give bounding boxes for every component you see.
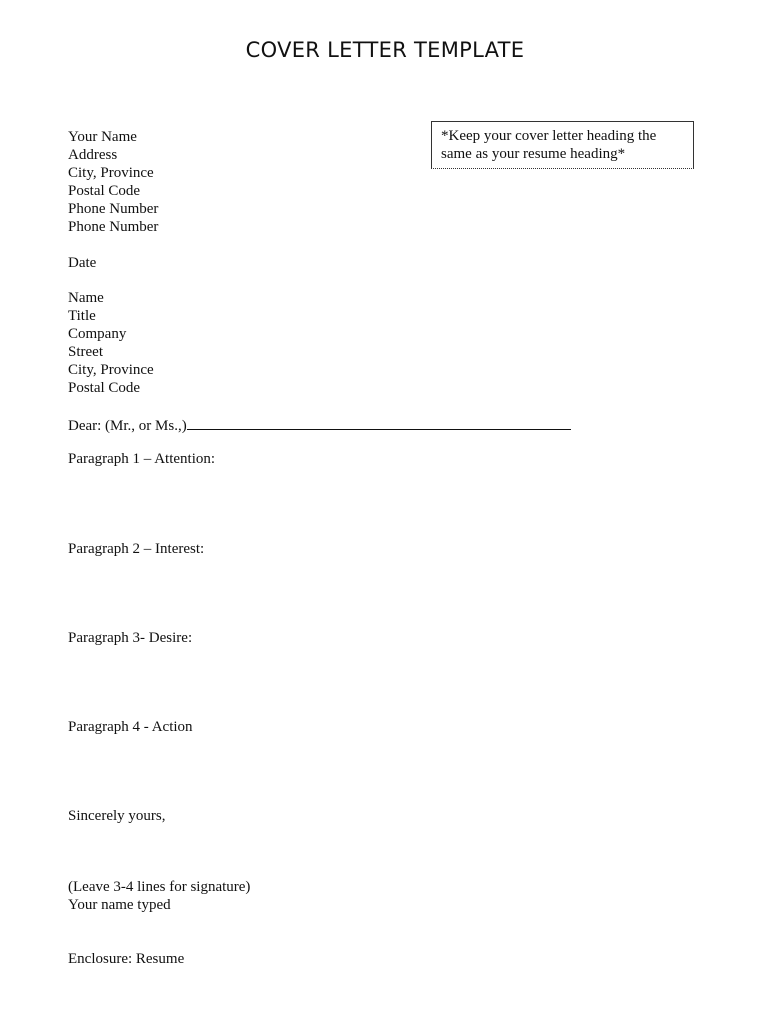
- sender-name: Your Name: [68, 129, 137, 145]
- typed-name: Your name typed: [68, 897, 171, 913]
- paragraph-3-heading: Paragraph 3- Desire:: [68, 630, 193, 646]
- paragraph-4-heading: Paragraph 4 - Action: [68, 719, 193, 735]
- salutation-blank: [187, 415, 571, 430]
- recipient-street: Street: [68, 344, 103, 360]
- salutation-line: [68, 415, 571, 435]
- closing: Sincerely yours,: [68, 808, 166, 824]
- heading-note-box: [431, 121, 694, 169]
- sender-phone-2: Phone Number: [68, 219, 159, 235]
- heading-note-line-1: *Keep your cover letter heading the: [441, 128, 657, 144]
- paragraph-2-heading: Paragraph 2 – Interest:: [68, 541, 205, 557]
- sender-postal-code: Postal Code: [68, 183, 141, 199]
- letter-date: Date: [68, 255, 97, 271]
- recipient-title: Title: [68, 308, 96, 324]
- page-title: COVER LETTER TEMPLATE: [245, 38, 525, 62]
- sender-address: Address: [68, 147, 118, 163]
- paragraph-1-heading: Paragraph 1 – Attention:: [68, 451, 216, 467]
- heading-note-line-2: same as your resume heading*: [441, 146, 626, 162]
- recipient-city: City, Province: [68, 362, 154, 378]
- enclosure: Enclosure: Resume: [68, 951, 185, 967]
- recipient-postal-code: Postal Code: [68, 380, 141, 396]
- salutation: Dear: (Mr., or Ms.,): [68, 418, 187, 434]
- sender-phone-1: Phone Number: [68, 201, 159, 217]
- sender-city: City, Province: [68, 165, 154, 181]
- recipient-company: Company: [68, 326, 127, 342]
- recipient-name: Name: [68, 290, 104, 306]
- signature-note: (Leave 3-4 lines for signature): [68, 879, 251, 895]
